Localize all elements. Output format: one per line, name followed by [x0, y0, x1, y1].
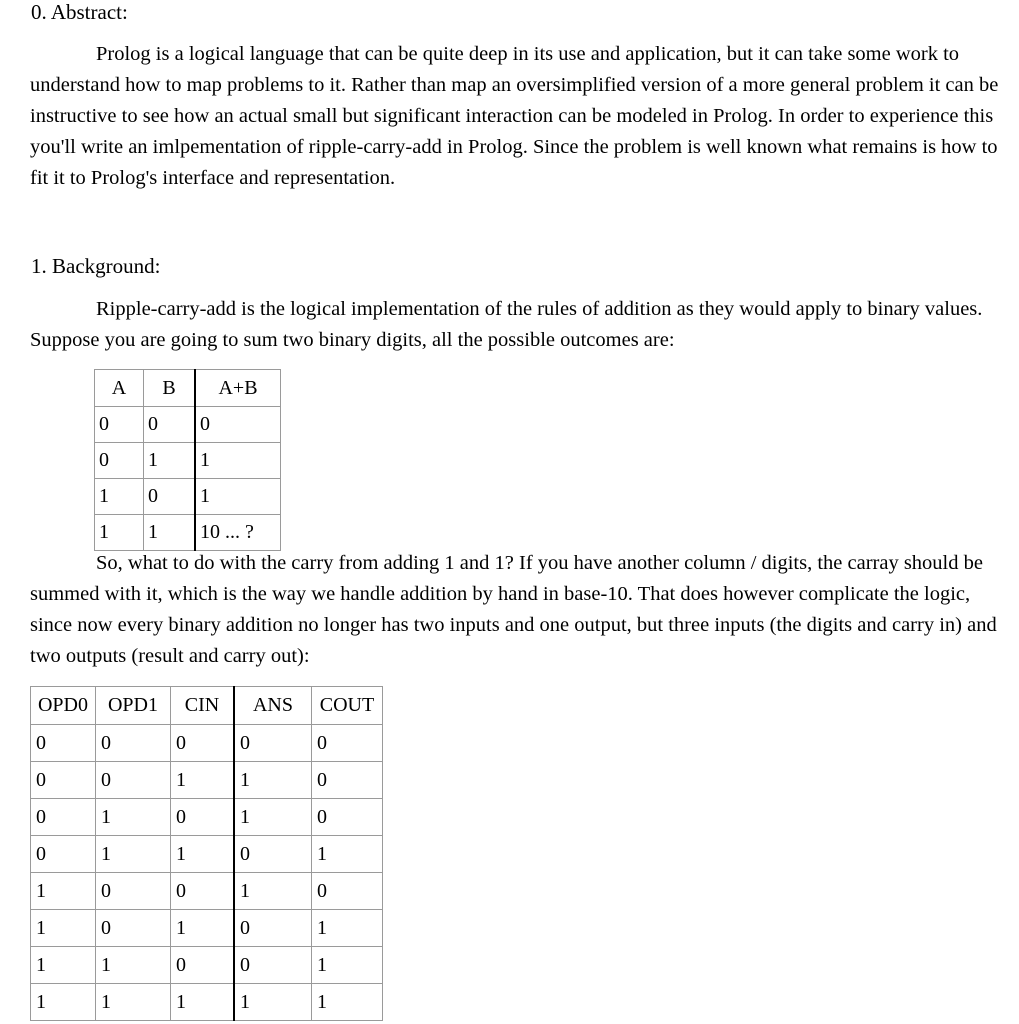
table-row [31, 947, 383, 984]
table-row [31, 873, 383, 910]
table-cell: 0 [234, 836, 312, 873]
column-header-ans: ANS [234, 687, 312, 725]
table-cell: 0 [234, 725, 312, 762]
table-cell: 1 [144, 515, 196, 551]
table-cell: 0 [96, 725, 171, 762]
table-cell: 0 [31, 799, 96, 836]
background-heading: 1. Background: [31, 254, 161, 278]
table-cell: 0 [31, 836, 96, 873]
table-cell: 0 [31, 725, 96, 762]
table-cell: 0 [234, 947, 312, 984]
table-cell: 1 [234, 799, 312, 836]
table-cell: 1 [171, 910, 235, 947]
table-cell: 1 [312, 984, 383, 1021]
table-cell: 0 [144, 407, 196, 443]
table-row [31, 836, 383, 873]
table-row [31, 910, 383, 947]
background-intro-paragraph: Ripple-carry-add is the logical implementation of the rules of addition as they would apply to binary values. Suppose you are going to sum two binary digits, all the possible outcomes are: [30, 298, 983, 351]
table-cell: 1 [96, 836, 171, 873]
table-cell: 1 [31, 873, 96, 910]
table-cell: 1 [96, 947, 171, 984]
half-adder-table [94, 369, 281, 551]
table-cell: 1 [312, 947, 383, 984]
table-cell: 1 [195, 443, 281, 479]
table-row [31, 799, 383, 836]
table-cell: 1 [312, 910, 383, 947]
background-followup-paragraph: So, what to do with the carry from adding 1 and 1? If you have another column / digits, the carray should be summed with it, which is the way we handle addition by hand in base-10. That does however complicate the logic, since now every binary addition no longer has two inputs and one output, but three inputs (the digits and carry in) and two outputs (result and carry out): [30, 552, 997, 667]
table-cell: 0 [144, 479, 196, 515]
column-header-b: B [144, 370, 196, 407]
table-cell: 0 [312, 762, 383, 799]
table-row [95, 407, 281, 443]
column-header-opd1: OPD1 [96, 687, 171, 725]
table-cell: 1 [171, 984, 235, 1021]
table-cell: 0 [171, 947, 235, 984]
table-cell: 0 [96, 873, 171, 910]
table-header-row [95, 370, 281, 407]
table-cell: 0 [171, 725, 235, 762]
column-header-sum: A+B [195, 370, 281, 407]
table-cell: 0 [31, 762, 96, 799]
table-cell: 0 [312, 799, 383, 836]
table-cell: 0 [312, 725, 383, 762]
column-header-cin: CIN [171, 687, 235, 725]
table-cell: 1 [234, 762, 312, 799]
table-row [31, 762, 383, 799]
column-header-opd0: OPD0 [31, 687, 96, 725]
table-cell: 0 [195, 407, 281, 443]
table-cell: 1 [31, 910, 96, 947]
table-row [31, 984, 383, 1021]
table-cell: 0 [171, 873, 235, 910]
full-adder-table [30, 686, 383, 1021]
column-header-cout: COUT [312, 687, 383, 725]
table-cell: 0 [96, 762, 171, 799]
table-cell: 1 [312, 836, 383, 873]
table-cell: 1 [144, 443, 196, 479]
abstract-heading: 0. Abstract: [31, 0, 128, 24]
table-row [31, 725, 383, 762]
table-cell: 0 [234, 910, 312, 947]
table-cell: 1 [195, 479, 281, 515]
table-cell: 1 [171, 762, 235, 799]
table-row [95, 479, 281, 515]
table-cell: 1 [31, 984, 96, 1021]
table-cell: 0 [171, 799, 235, 836]
table-cell: 0 [96, 910, 171, 947]
table-cell: 1 [95, 515, 144, 551]
table-cell: 0 [312, 873, 383, 910]
abstract-paragraph: Prolog is a logical language that can be quite deep in its use and application, but it can take some work to understand how to map problems to it. Rather than map an oversimplified version of a more general problem it can be instructive to see how an actual small but significant interaction can be modeled in Prolog. In order to experience this you'll write an imlpementation of ripple-carry-add in Prolog. Since the problem is well known what remains is how to fit it to Prolog's interface and representation. [30, 43, 999, 189]
table-cell: 10 ... ? [195, 515, 281, 551]
table-cell: 0 [95, 407, 144, 443]
table-cell: 1 [171, 836, 235, 873]
table-cell: 1 [96, 799, 171, 836]
table-cell: 1 [234, 984, 312, 1021]
table-cell: 1 [95, 479, 144, 515]
column-header-a: A [95, 370, 144, 407]
table-cell: 1 [31, 947, 96, 984]
table-cell: 0 [95, 443, 144, 479]
table-cell: 1 [96, 984, 171, 1021]
table-row [95, 515, 281, 551]
table-row [95, 443, 281, 479]
table-cell: 1 [234, 873, 312, 910]
table-header-row [31, 687, 383, 725]
